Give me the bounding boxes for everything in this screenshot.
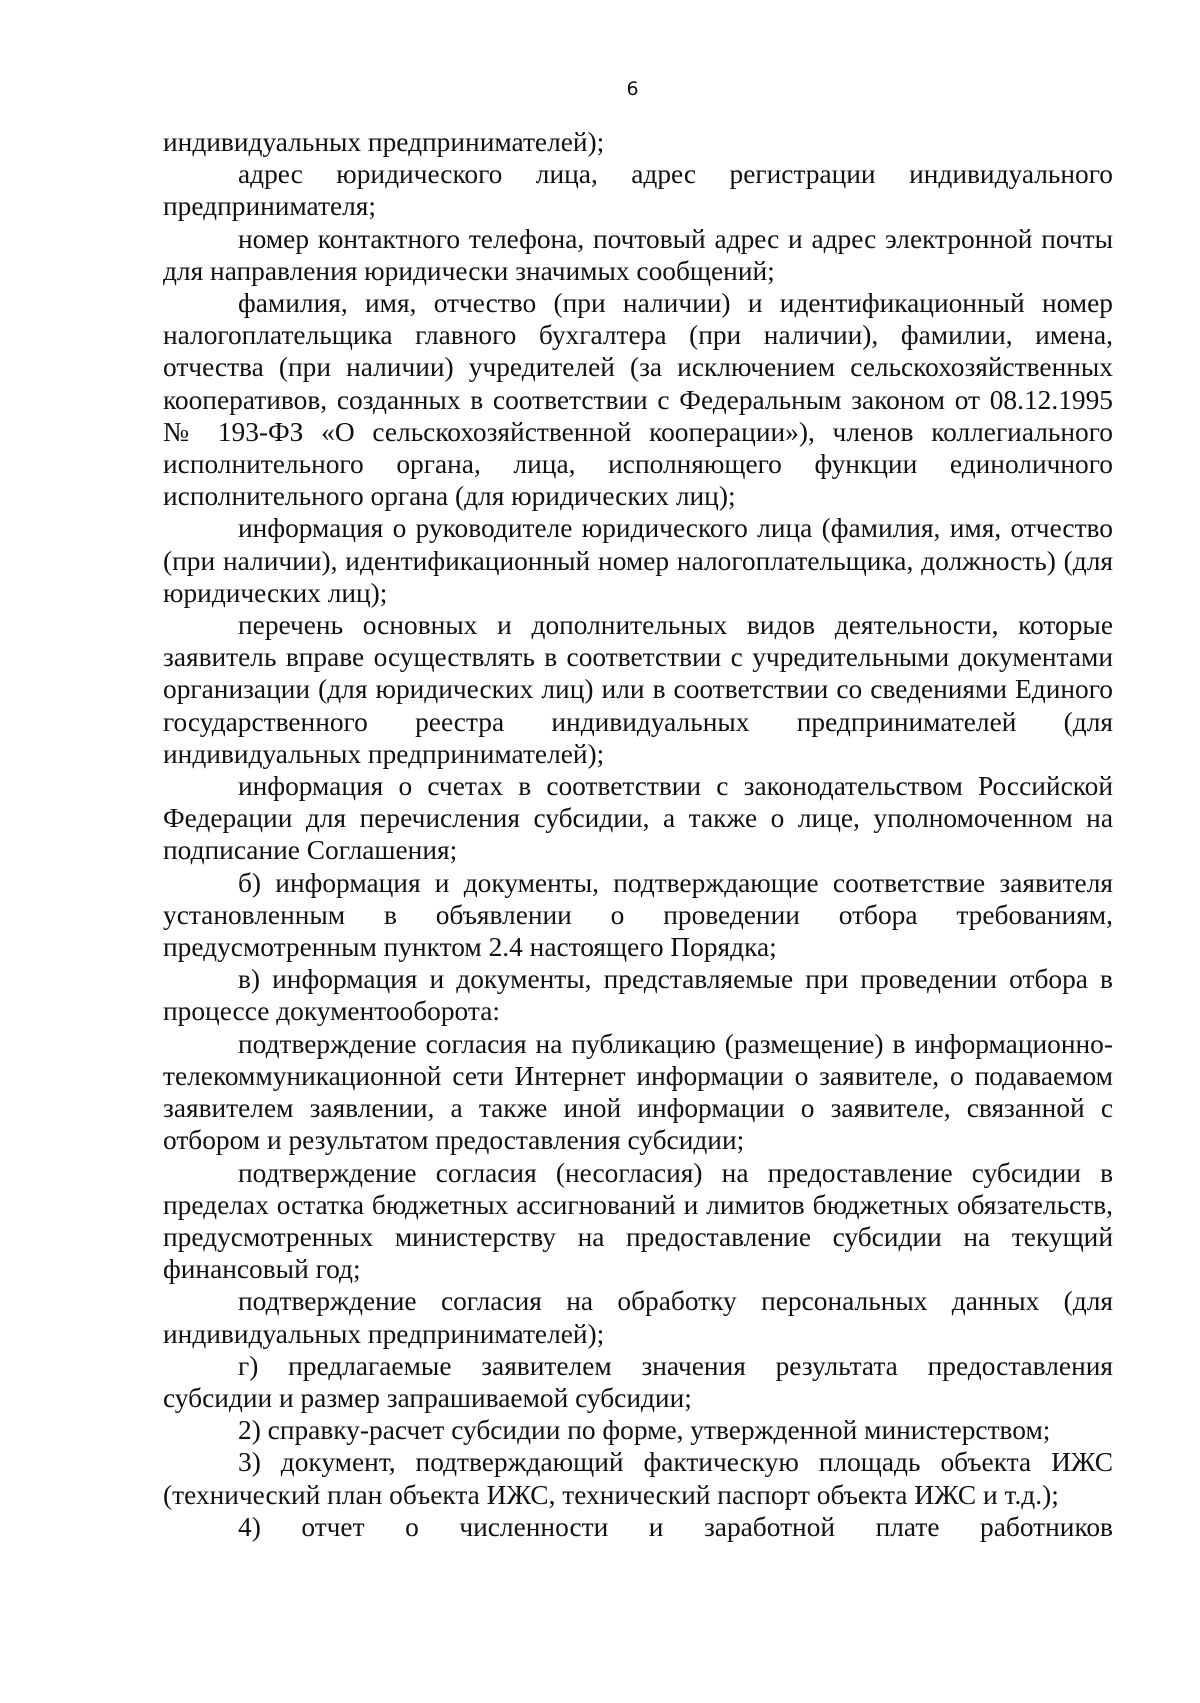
paragraph: адрес юридического лица, адрес регистрации индивидуального предпринимателя; [163,159,1113,222]
paragraph: в) информация и документы, представляемые при проведении отбора в процессе документооборота: [163,964,1113,1027]
paragraph: подтверждение согласия на публикацию (размещение) в информационно-телекоммуникационной сети Интернет информации о заявителе, о подаваемом заявителем заявлении, а также иной информации о заявителе, связанной с отбором и результатом предоставления субсидии; [163,1028,1113,1156]
paragraph: информация о счетах в соответствии с законодательством Российской Федерации для перечисления субсидии, а также о лице, уполномоченном на подписание Соглашения; [163,771,1113,866]
paragraph: 3) документ, подтверждающий фактическую площадь объекта ИЖС (технический план объекта ИЖС, технический паспорт объекта ИЖС и т.д.); [163,1447,1113,1510]
paragraph: подтверждение согласия (несогласия) на предоставление субсидии в пределах остатка бюджетных ассигнований и лимитов бюджетных обязательств, предусмотренных министерству на предоставление субсидии на текущий финансовый год; [163,1157,1113,1285]
paragraph: 2) справку-расчет субсидии по форме, утвержденной министерством; [238,1415,1051,1446]
paragraph: индивидуальных предпринимателей); [163,127,605,157]
paragraph: б) информация и документы, подтверждающие соответствие заявителя установленным в объявлении о проведении отбора требованиям, предусмотренным пунктом 2.4 настоящего Порядка; [163,867,1113,963]
paragraph: информация о руководителе юридического лица (фамилия, имя, отчество (при наличии), идентификационный номер налогоплательщика, должность) (для юридических лиц); [163,513,1113,608]
page-number: 6 [626,78,639,100]
paragraph: номер контактного телефона, почтовый адрес и адрес электронной почты для направления юридически значимых сообщений; [163,223,1113,286]
paragraph: фамилия, имя, отчество (при наличии) и идентификационный номер налогоплательщика главного бухгалтера (при наличии), фамилии, имена, отчества (при наличии) учредителей (за исключением сельскохозяйственных кооперативов, созданных в соответствии с Федеральным законом от 08.12.1995 № 193-ФЗ «О сельскохозяйственной кооперации»), членов коллегиального исполнительного органа, лица, исполняющего функции единоличного исполнительного органа (для юридических лиц); [163,288,1113,512]
paragraph: подтверждение согласия на обработку персональных данных (для индивидуальных предпринимателей); [163,1286,1113,1349]
document-body [163,126,1113,1543]
paragraph: 4) отчет о численности и заработной плате работников [238,1511,1113,1542]
paragraph: перечень основных и дополнительных видов деятельности, которые заявитель вправе осуществлять в соответствии с учредительными документами организации (для юридических лиц) или в соответствии со сведениями Единого государственного реестра индивидуальных предпринимателей (для индивидуальных предпринимателей); [163,610,1113,769]
paragraph: г) предлагаемые заявителем значения результата предоставления субсидии и размер запрашиваемой субсидии; [163,1350,1113,1413]
